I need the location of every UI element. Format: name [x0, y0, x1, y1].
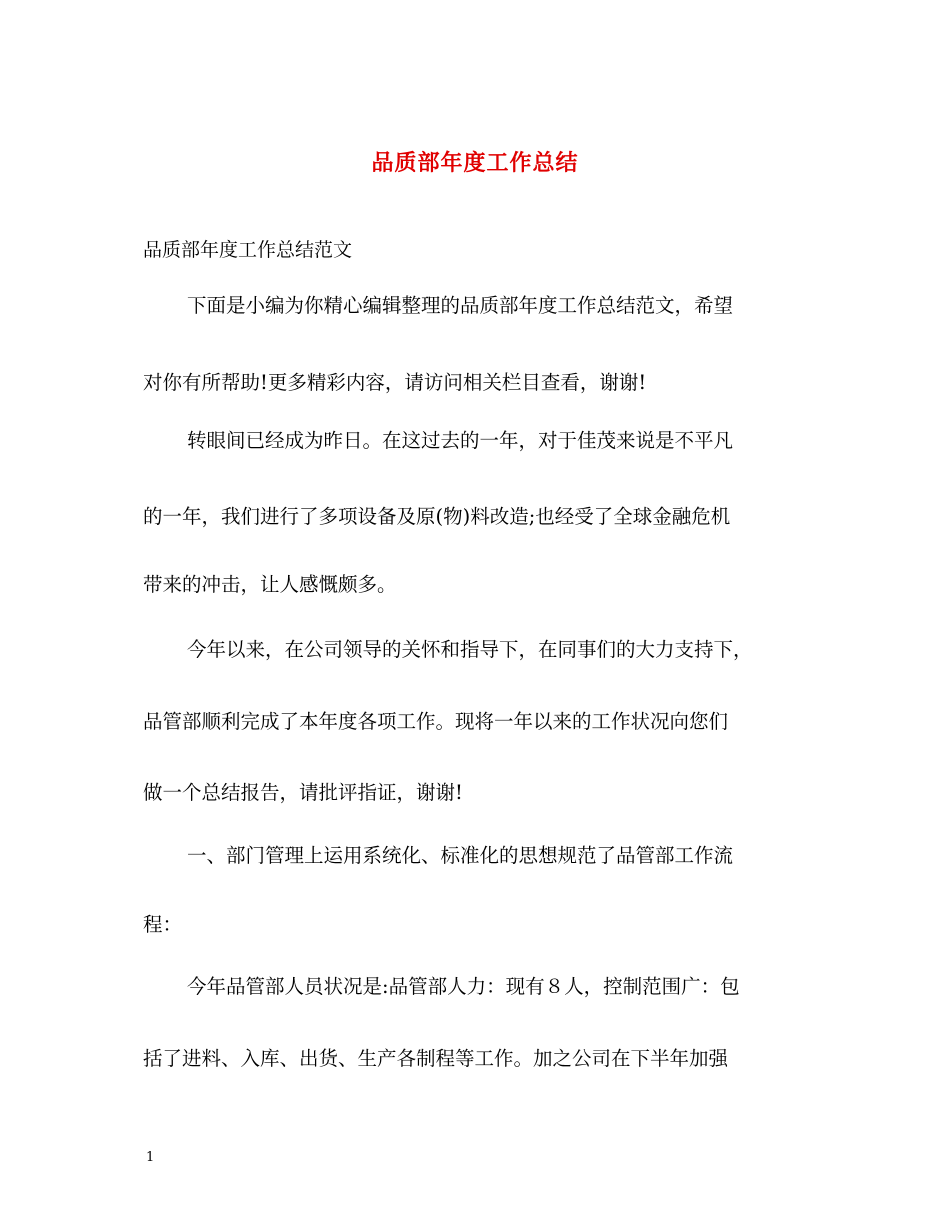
document-subtitle: 品质部年度工作总结范文	[143, 239, 353, 261]
body-line: 带来的冲击，让人感慨颇多。	[143, 573, 397, 596]
body-line: 程：	[143, 913, 183, 936]
body-line: 今年以来，在公司领导的关怀和指导下，在同事们的大力支持下，	[187, 638, 753, 661]
document-title: 品质部年度工作总结	[371, 150, 579, 176]
body-line: 对你有所帮助!更多精彩内容，请访问相关栏目查看，谢谢!	[143, 371, 647, 394]
body-line: 括了进料、入库、出货、生产各制程等工作。加之公司在下半年加强	[143, 1047, 729, 1070]
body-line: 的一年，我们进行了多项设备及原(物)料改造;也经受了全球金融危机	[143, 505, 731, 528]
body-line: 下面是小编为你精心编辑整理的品质部年度工作总结范文，希望	[187, 294, 734, 317]
body-line: 品管部顺利完成了本年度各项工作。现将一年以来的工作状况向您们	[143, 710, 729, 733]
body-line: 今年品管部人员状况是:品管部人力：现有８人，控制范围广：包	[187, 975, 740, 998]
body-line: 一、部门管理上运用系统化、标准化的思想规范了品管部工作流	[187, 844, 734, 867]
body-line: 转眼间已经成为昨日。在这过去的一年，对于佳茂来说是不平凡	[187, 429, 734, 452]
body-line: 做一个总结报告，请批评指证，谢谢!	[143, 781, 463, 804]
page-number: 1	[146, 1150, 155, 1165]
